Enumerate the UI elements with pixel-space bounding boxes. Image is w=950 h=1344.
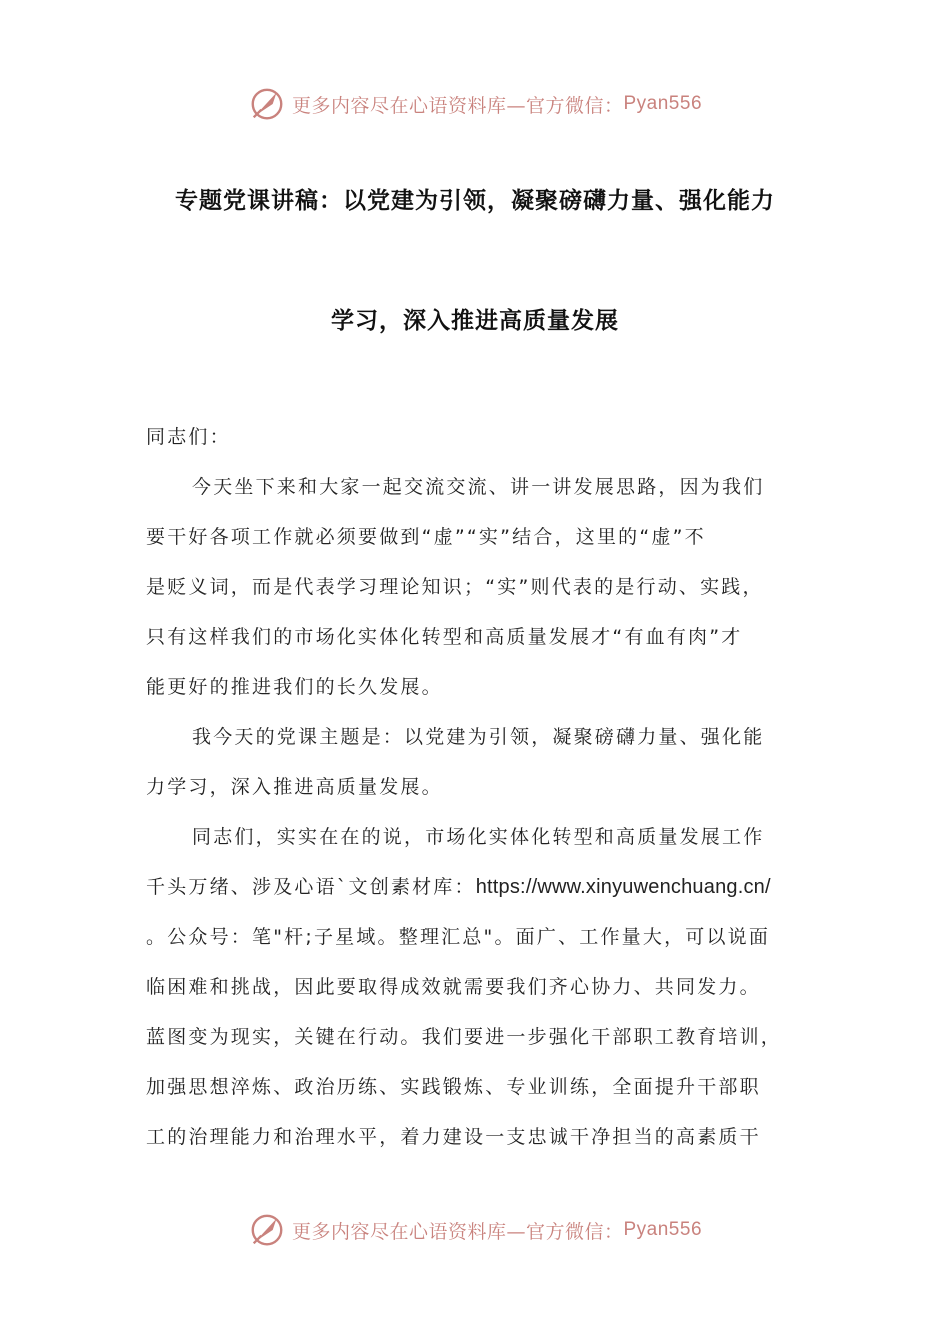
paragraph-line: 我今天的党课主题是：以党建为引领，凝聚磅礴力量、强化能 bbox=[192, 726, 765, 748]
paragraph-line: 蓝图变为现实，关键在行动。我们要进一步强化干部职工教育培训， bbox=[146, 1026, 783, 1048]
paragraph-line-with-url bbox=[146, 872, 812, 899]
paragraph-line: 同志们，实实在在的说，市场化实体化转型和高质量发展工作 bbox=[192, 826, 765, 848]
page-title-line-1: 专题党课讲稿：以党建为引领，凝聚磅礴力量、强化能力 bbox=[175, 188, 775, 214]
watermark-wechat-id: Pyan556 bbox=[623, 1219, 703, 1240]
paragraph-line: 临困难和挑战，因此要取得成效就需要我们齐心协力、共同发力。 bbox=[146, 976, 761, 998]
paragraph-line: 能更好的推进我们的长久发展。 bbox=[146, 676, 443, 698]
quill-logo-icon bbox=[248, 1211, 286, 1249]
quill-logo-icon bbox=[248, 85, 286, 123]
salutation: 同志们： bbox=[146, 426, 231, 448]
watermark-wechat-id: Pyan556 bbox=[623, 93, 703, 114]
source-url-link[interactable]: https://www.xinyuwenchuang.cn/ bbox=[475, 876, 771, 898]
paragraph-line: 今天坐下来和大家一起交流交流、讲一讲发展思路，因为我们 bbox=[192, 476, 765, 498]
paragraph-line-text: 千头万绪、涉及心语`文创素材库： bbox=[146, 876, 476, 898]
watermark-header bbox=[0, 84, 950, 124]
watermark-footer bbox=[0, 1210, 950, 1250]
paragraph-line: 只有这样我们的市场化实体化转型和高质量发展才“有血有肉”才 bbox=[146, 626, 743, 648]
paragraph-line: 力学习，深入推进高质量发展。 bbox=[146, 776, 443, 798]
paragraph-line: 。公众号：笔"杆;子星域。整理汇总"。面广、工作量大，可以说面 bbox=[146, 926, 771, 948]
paragraph-line: 加强思想淬炼、政治历练、实践锻炼、专业训练，全面提升干部职 bbox=[146, 1076, 761, 1098]
paragraph-line: 是贬义词，而是代表学习理论知识；“实”则代表的是行动、实践， bbox=[146, 576, 764, 598]
page-title-line-2: 学习，深入推进高质量发展 bbox=[331, 308, 619, 334]
watermark-text: 更多内容尽在心语资料库—官方微信： bbox=[291, 94, 624, 117]
paragraph-line: 要干好各项工作就必须要做到“虚”“实”结合，这里的“虚”不 bbox=[146, 526, 706, 548]
watermark-text: 更多内容尽在心语资料库—官方微信： bbox=[291, 1220, 624, 1243]
paragraph-line: 工的治理能力和治理水平，着力建设一支忠诚干净担当的高素质干 bbox=[146, 1126, 761, 1148]
